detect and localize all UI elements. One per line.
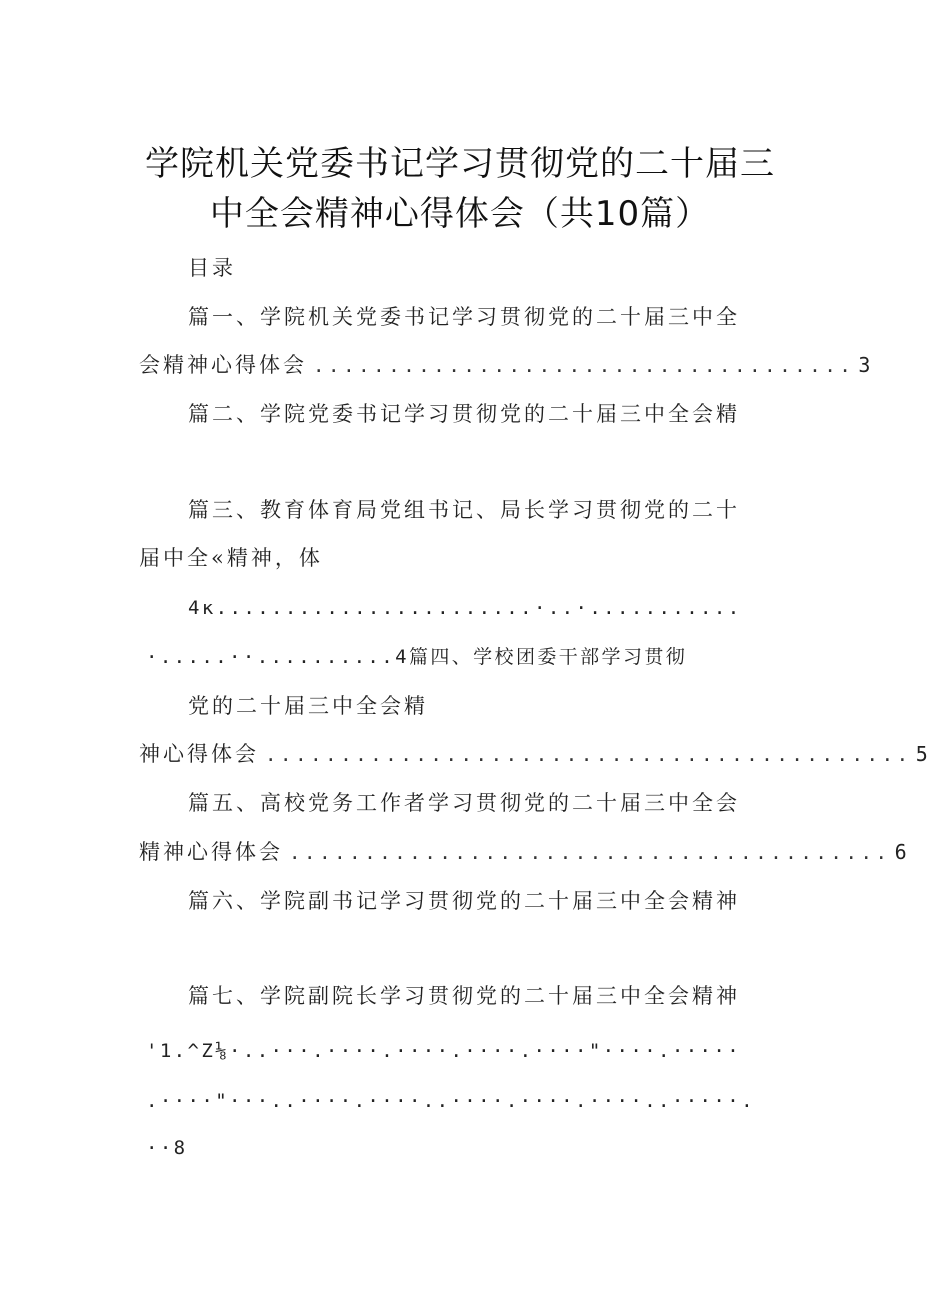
toc-entry-7-garbled-leader-2: .····"···..····.····..····.····.····..·····. <box>146 1090 755 1112</box>
toc-page-number: 3 <box>858 353 871 377</box>
document-title-line-2: 中全会精神心得体会（共10篇） <box>209 194 711 234</box>
toc-leader-dots: ........................................... <box>265 744 912 766</box>
toc-entry-3-line-1: 篇三、教育体育局党组书记、局长学习贯彻党的二十 <box>188 498 740 522</box>
toc-heading: 目录 <box>188 256 236 280</box>
toc-entry-3-garbled-leader-2: ·.....··..........4篇四、学校团委干部学习贯彻 <box>146 646 688 668</box>
toc-entry-4-line-2: 党的二十届三中全会精 <box>188 694 428 718</box>
toc-entry-3-line-2: 届中全«精神，体 <box>139 546 323 570</box>
toc-entry-4-line-3: 神心得体会 <box>139 742 259 766</box>
toc-leader-dots: ........................................ <box>289 842 891 864</box>
toc-entry-1-line-2: 会精神心得体会 <box>139 353 307 377</box>
toc-entry-5-row[interactable] <box>139 840 907 864</box>
toc-entry-2-line-1: 篇二、学院党委书记学习贯彻党的二十届三中全会精 <box>188 402 740 426</box>
document-title-line-1: 学院机关党委书记学习贯彻党的二十届三 <box>145 144 775 184</box>
toc-entry-1-row[interactable] <box>139 353 871 377</box>
toc-page-number: 5 <box>915 742 928 766</box>
toc-entry-7-garbled-leader-1: '1.^Z⅛·..···.····.····.····.····"····.····· <box>146 1040 742 1062</box>
toc-entry-5-line-1: 篇五、高校党务工作者学习贯彻党的二十届三中全会 <box>188 791 740 815</box>
toc-leader-dots: .................................... <box>313 355 855 377</box>
toc-entry-4-row[interactable] <box>139 742 928 766</box>
toc-entry-1-line-1: 篇一、学院机关党委书记学习贯彻党的二十届三中全 <box>188 305 740 329</box>
toc-page-number: 6 <box>894 840 907 864</box>
toc-entry-5-line-2: 精神心得体会 <box>139 840 283 864</box>
toc-entry-3-garbled-leader-1: 4κ.......................·..·........... <box>188 597 742 619</box>
toc-entry-6-line-1: 篇六、学院副书记学习贯彻党的二十届三中全会精神 <box>188 889 740 913</box>
toc-entry-7-garbled-leader-3: ··8 <box>146 1137 188 1159</box>
toc-entry-7-line-1: 篇七、学院副院长学习贯彻党的二十届三中全会精神 <box>188 984 740 1008</box>
